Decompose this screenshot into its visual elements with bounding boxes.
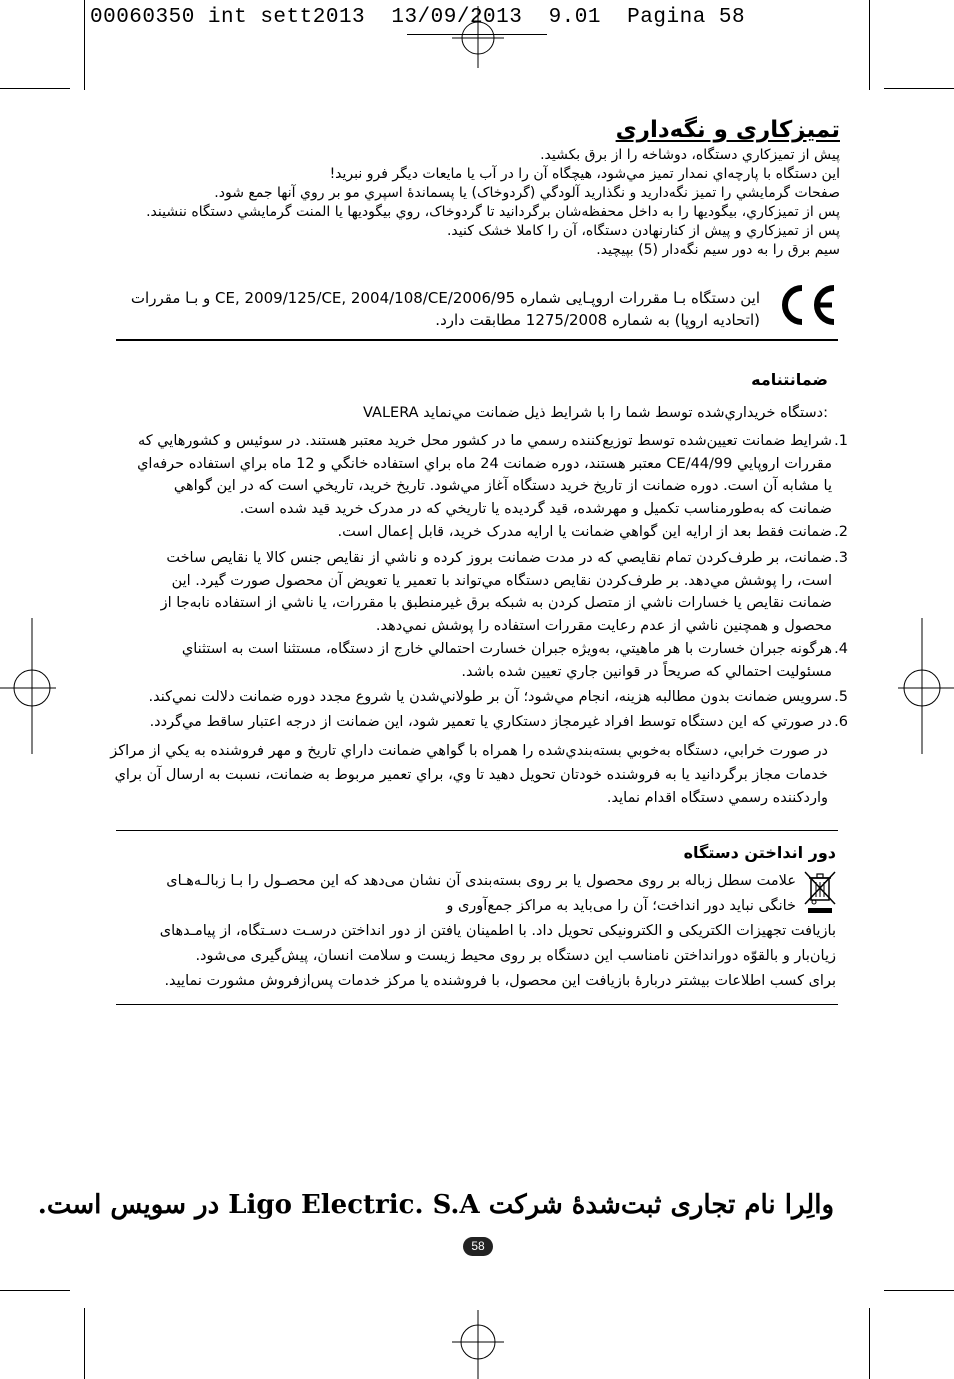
cleaning-title: تمیزکاری و نگه‌داری	[615, 117, 840, 143]
crop-mark	[0, 88, 70, 89]
disposal-text	[106, 869, 836, 994]
cleaning-line: این دستگاه با پارچه‌اي نمدار تمیز مي‌شود، هیچگاه آن را در آب یا مایعات دیگر فرو نبرید!	[329, 166, 840, 182]
item-line: مسئولیت احتمالي که صریحاً در قوانین جاري تعیین شده باشد.	[461, 663, 832, 680]
warranty-item	[102, 638, 848, 683]
cleaning-line: پس از تمیزکاري و پیش از کنارنهادن دستگاه، آن را کاملا خشک کنید.	[446, 223, 840, 239]
item-line: سرویس ضمانت بدون مطالبه هزینه، انجام مي‌شود؛ آن بر طولاني‌شدن یا شروع مجدد دوره ضمانت دلالت نمي‌کند.	[148, 689, 832, 705]
warranty-item	[102, 521, 848, 544]
item-number: 4.	[834, 641, 848, 657]
cleaning-instructions	[120, 146, 840, 260]
disposal-line: زیان‌بار و بالقوّه دورانداختن نامناسب این دستگاه بر روی محیط زیست و سلامت انسان، پیش‌گیری می‌شود.	[195, 948, 836, 964]
crop-mark	[869, 0, 870, 90]
registration-mark-icon	[898, 618, 954, 754]
warranty-closing	[98, 740, 828, 811]
disposal-line: برای کسب اطلاعات بیشتر دربارۀ بازیافت این محصول، با فروشنده یا مرکز خدمات پس‌ازفروش مشورت نمایید.	[164, 973, 836, 989]
item-number: 5.	[834, 689, 848, 705]
cleaning-line: سیم برق را به دور سیم نگه‌دار (5) بپیچید.	[596, 242, 840, 258]
registration-mark-icon	[0, 618, 56, 754]
item-line: مقررات اروپایي 44/99/CE معتبر هستند، دوره ضمانت 24 ماه براي استفاده خانگي و 12 ماه براي استفاده حرفه‌اي	[137, 455, 832, 472]
item-number: 6.	[834, 714, 848, 730]
section-divider	[116, 339, 838, 341]
item-line: ضمانت فقط بعد از ارایه این گواهي ضمانت یا ارایه مدرک خرید، قابل إعمال است.	[337, 524, 832, 540]
cleaning-line: صفحات گرمایشي را تمیز نگه‌دارید و نگذارید آلودگي (گردوخاک) یا پسماندۀ اسپري مو بر روي آنها جمع شود.	[214, 185, 840, 201]
disposal-line: بازیافت تجهیزات الکتریکی و الکترونیکی تحویل داد. با اطمینان یافتن از دور انداختن درسـت دسـتگاه، از پیامـدهای	[159, 923, 836, 939]
cleaning-line: پیش از تمیزکاري دستگاه، دوشاخه را از برق بکشید.	[540, 147, 840, 163]
item-line: ضمانت، بر طرف‌کردن تمام نقایصي که در مدت ضمانت بروز کرده و ناشي از نقایص جنس کالا یا نقایص ساخت	[166, 550, 832, 566]
disposal-title: دور انداختن دستگاه	[683, 843, 836, 862]
disposal-line: خانگی نباید دور انداخت؛ آن را می‌باید به مراکز جمع‌آوری و	[446, 898, 796, 914]
crop-mark	[84, 1308, 85, 1379]
item-number: 1.	[834, 433, 848, 449]
print-slug-header: 00060350 int sett2013 13/09/2013 9.01 Pagina 58	[90, 6, 746, 29]
item-line: محصول و همچنین ناشي از عدم رعایت مقررات استفاده را پوشش نمي‌دهد.	[375, 617, 832, 634]
disposal-line: علامت سطل زباله بر روی محصول یا بر روی بسته‌بندی آن نشان می‌دهد که این محصـول را بـا زبالـه‌هـای	[166, 873, 796, 889]
crop-mark	[869, 1308, 870, 1379]
ce-line: این دستگاه بـا مقررات اروپـایی شماره 2006/95/CE, 2009/125/CE, 2004/108/CE و بـا مقررات	[130, 289, 760, 307]
registration-mark-icon	[450, 1310, 506, 1379]
warranty-item	[102, 711, 848, 734]
warranty-item	[102, 547, 848, 637]
warranty-item	[102, 686, 848, 709]
warranty-item	[102, 430, 848, 520]
closing-line: خدمات مجاز برگردانید یا به فروشنده خودتان تحویل دهید تا وي، براي تعمیر مربوط به ضمانت، نسبت به ارسال آن براي	[114, 766, 828, 783]
crop-mark	[0, 1290, 70, 1291]
crop-mark	[884, 1290, 954, 1291]
section-divider	[116, 830, 838, 831]
cleaning-line: پس از تمیزکاري، بیگوديها را به داخل محفظه‌شان برگردانید تا گردوخاک، روي بیگوديها یا المنت گرمایشي دستگاه ننشیند.	[146, 204, 840, 220]
trademark-statement: والِرا نام تجاری ثبت‌شدۀ شرکت Ligo Electric. S.A در سویس است.	[37, 1190, 834, 1220]
item-number: 2.	[834, 524, 848, 540]
item-number: 3.	[834, 550, 848, 566]
registration-mark-icon	[450, 6, 506, 68]
item-line: ضمانت که به‌طورمناسب تکمیل و مهرشده، قید گردیده یا تاریخي که در مدرک خرید قید شده است.	[239, 500, 832, 517]
warranty-title: ضمانتنامه	[751, 370, 828, 389]
ce-conformity-statement	[120, 287, 760, 331]
ce-line: (اتحادیه اروپا) به شماره 1275/2008 مطابقت دارد.	[435, 311, 760, 329]
item-line: شرایط ضمانت تعیین‌شده توسط توزیع‌کننده رسمي ما در کشور محل خرید معتبر هستند. در سوئیس و کشورهایي که	[137, 433, 832, 449]
warranty-intro: VALERA دستگاه خریداري‌شده توسط شما را با شرایط ذیل ضمانت مي‌نماید:	[363, 405, 828, 421]
crop-mark	[884, 88, 954, 89]
item-line: هرگونه جبران خسارت با هر ماهیتي، به‌ویژه جبران خسارت احتمالي خارج از دستگاه، مستثنا است به استثناي	[181, 641, 832, 657]
item-line: در صورتي که این دستگاه توسط افراد غیرمجاز دستکاري یا تعمیر شود، این ضمانت از درجه اعتبار ساقط مي‌گردد.	[149, 714, 832, 730]
item-line: است، را پوشش مي‌دهد. بر طرف‌کردن نقایص دستگاه مي‌تواند با تعمیر یا تعویض آن محصول صورت گیرد. این	[171, 572, 832, 589]
section-divider	[116, 1004, 838, 1005]
closing-line: در صورت خرابي، دستگاه به‌خوبي بسته‌بندي‌شده را همراه با گواهي ضمانت داراي تاریخ و مهر فروشنده به یکي از مراکز	[110, 743, 828, 759]
page-number-badge: 58	[463, 1237, 493, 1256]
ce-mark-icon	[776, 284, 838, 326]
crop-mark	[84, 0, 85, 90]
item-line: یا مشابه آن است. دوره ضمانت از تاریخ خرید دستگاه آغاز مي‌شود. تاریخ خرید، تاریخي است که در این گواهي	[173, 478, 832, 494]
closing-line: واردکننده رسمي دستگاه اقدام نماید.	[606, 790, 828, 806]
item-line: ضمانت نقایص یا خسارات ناشي از متصل کردن به شبکه برق غیرمنطبق با مقررات، یا ناشي از استفاده نابه‌جا از	[160, 595, 832, 611]
